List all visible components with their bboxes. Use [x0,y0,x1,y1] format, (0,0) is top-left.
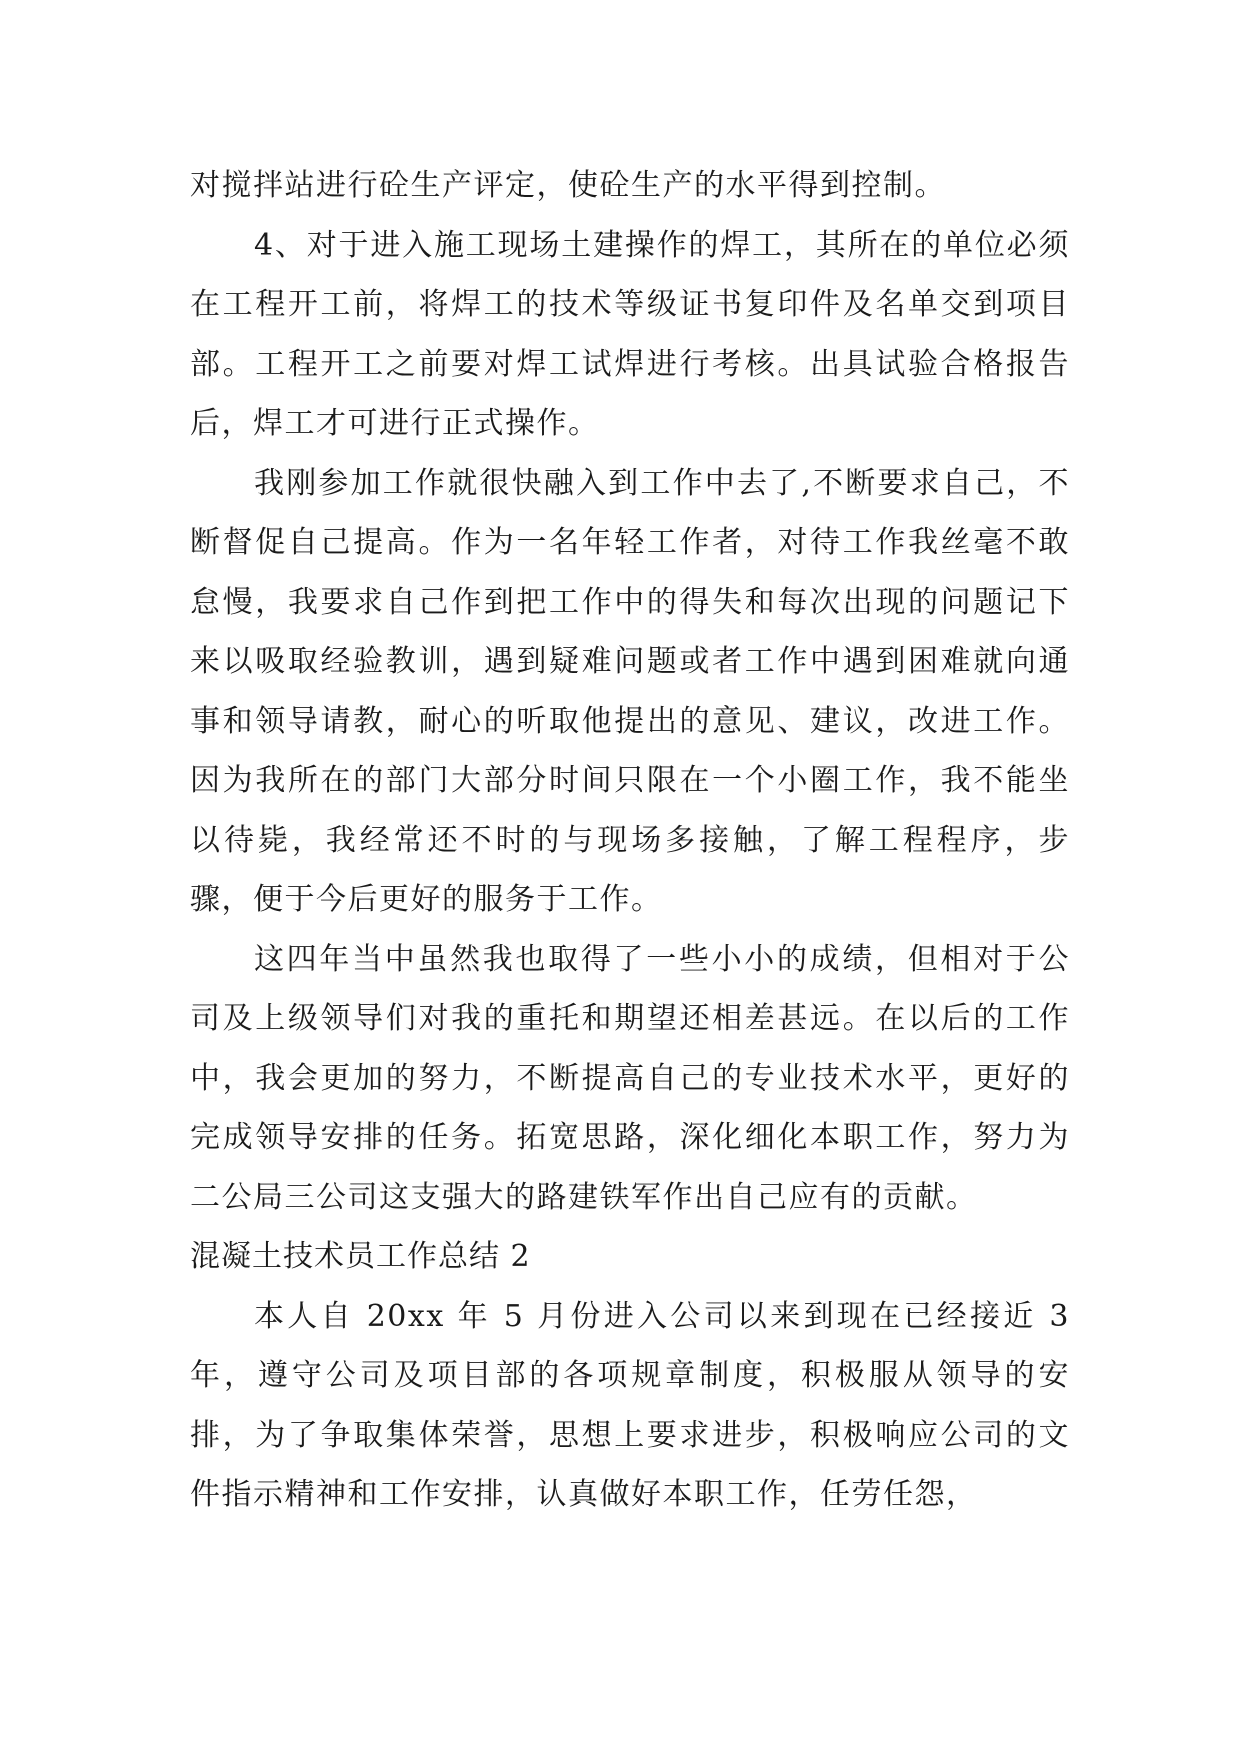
paragraph-work-attitude: 我刚参加工作就很快融入到工作中去了,不断要求自己，不断督促自己提高。作为一名年轻工作者，对待工作我丝毫不敢怠慢，我要求自己作到把工作中的得失和每次出现的问题记下来以吸取经验教训，遇到疑难问题或者工作中遇到困难就向通事和领导请教，耐心的听取他提出的意见、建议，改进工作。因为我所在的部门大部分时间只限在一个小圈工作，我不能坐以待毙，我经常还不时的与现场多接触，了解工程程序，步骤，便于今后更好的服务于工作。 [190,465,1070,917]
document-body [190,156,1070,1525]
paragraph-continuation: 对搅拌站进行砼生产评定，使砼生产的水平得到控制。 [190,168,946,203]
paragraph-welder-requirements: 4、对于进入施工现场土建操作的焊工，其所在的单位必须在工程开工前，将焊工的技术等级证书复印件及名单交到项目部。工程开工之前要对焊工试焊进行考核。出具试验合格报告后，焊工才可进行正式操作。 [190,227,1070,441]
section-heading: 混凝土技术员工作总结 2 [190,1239,531,1274]
paragraph-introduction: 本人自 20xx 年 5 月份进入公司以来到现在已经接近 3 年，遵守公司及项目部的各项规章制度，积极服从领导的安排，为了争取集体荣誉，思想上要求进步，积极响应公司的文件指示精神和工作安排，认真做好本职工作，任劳任怨， [190,1298,1070,1512]
paragraph-achievements: 这四年当中虽然我也取得了一些小小的成绩，但相对于公司及上级领导们对我的重托和期望还相差甚远。在以后的工作中，我会更加的努力，不断提高自己的专业技术水平，更好的完成领导安排的任务。拓宽思路，深化细化本职工作，努力为二公局三公司这支强大的路建铁军作出自己应有的贡献。 [190,941,1070,1215]
